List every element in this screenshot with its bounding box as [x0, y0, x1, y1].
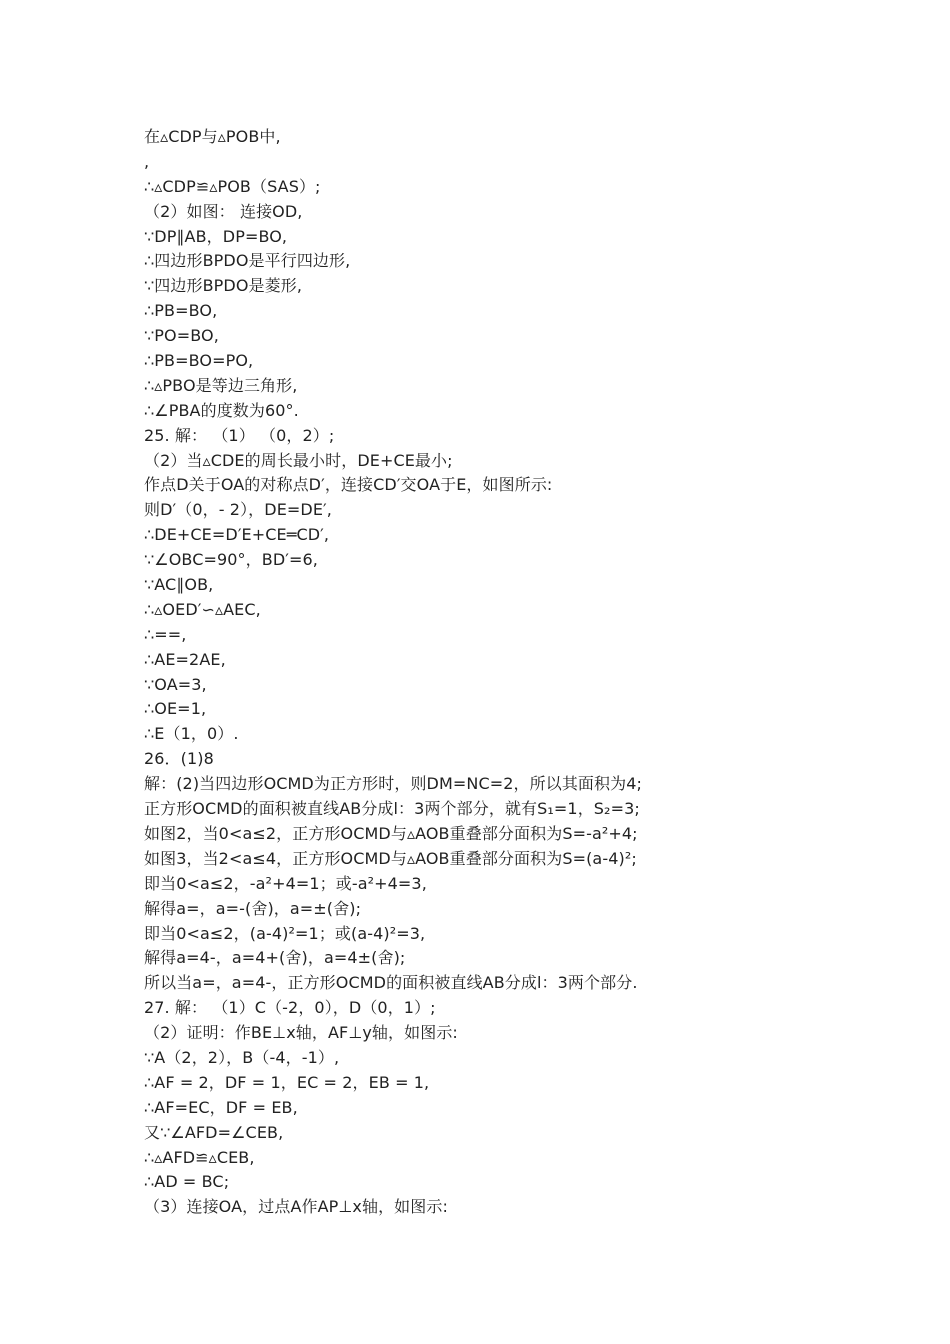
text-line: ∴AF = 2，DF = 1，EC = 2，EB = 1,	[144, 1072, 430, 1092]
text-line: 正方形OCMD的面积被直线AB分成l：3两个部分，就有S₁=1，S₂=3;	[144, 799, 640, 819]
text-line: ∵OA=3,	[144, 674, 207, 694]
text-line: ,	[144, 151, 150, 171]
text-line: ∵四边形BPDO是菱形,	[144, 276, 303, 296]
text-line: （2）如图： 连接OD,	[144, 201, 303, 221]
text-line: 如图3，当2<a≤4，正方形OCMD与▵AOB重叠部分面积为S=(a-4)²;	[144, 848, 637, 868]
text-line: ∴四边形BPDO是平行四边形,	[144, 251, 351, 271]
text-line: （3）连接OA，过点A作AP⊥x轴，如图示:	[144, 1197, 448, 1217]
text-line: 解得a=4-，a=4+(舍)，a=4±(舍);	[144, 948, 406, 968]
text-line: ∴▵PBO是等边三角形,	[144, 375, 298, 395]
text-line: ∵∠OBC=90°，BD′=6,	[144, 550, 318, 570]
text-line: ∴∠PBA的度数为60°.	[144, 400, 299, 420]
text-line: ∴AD = BC;	[144, 1172, 230, 1192]
solution-text	[144, 125, 844, 1220]
text-line: 则D′（0，- 2），DE=DE′,	[144, 500, 332, 520]
text-line: ∴▵CDP≌▵POB（SAS）;	[144, 176, 321, 196]
problem-27-heading: 27. 解： （1）C（-2，0），D（0，1）;	[144, 998, 436, 1018]
problem-26-heading: 26．(1)8	[144, 749, 214, 769]
text-line: 解得a=，a=-(舍)，a=±(舍);	[144, 898, 362, 918]
text-line: 所以当a=，a=4-，正方形OCMD的面积被直线AB分成l：3两个部分.	[144, 973, 638, 993]
text-line: 即当0<a≤2，(a-4)²=1；或(a-4)²=3,	[144, 923, 426, 943]
text-line: 即当0<a≤2，-a²+4=1；或-a²+4=3,	[144, 873, 427, 893]
text-line: ∴AF=EC，DF = EB,	[144, 1097, 298, 1117]
text-line: ∵AC∥OB,	[144, 575, 214, 595]
text-line: ∴AE=2AE,	[144, 649, 226, 669]
text-line: 作点D关于OA的对称点D′，连接CD′交OA于E，如图所示:	[144, 475, 553, 495]
text-line: （2）证明：作BE⊥x轴，AF⊥y轴，如图示:	[144, 1023, 458, 1043]
text-line: ∴PB=BO=PO,	[144, 351, 254, 371]
text-line: 在▵CDP与▵POB中,	[144, 127, 281, 146]
text-line: ∴PB=BO,	[144, 301, 218, 321]
text-line: 解：(2)当四边形OCMD为正方形时，则DM=NC=2，所以其面积为4;	[144, 774, 642, 794]
text-line: （2）当▵CDE的周长最小时，DE+CE最小;	[144, 450, 453, 470]
text-line: ∴▵AFD≌▵CEB,	[144, 1147, 255, 1167]
text-line: ∴OE=1,	[144, 699, 207, 719]
text-line: ∴DE+CE=D′E+CE═CD′,	[144, 525, 330, 545]
text-line: ∴E（1，0）.	[144, 724, 239, 744]
text-line: 又∵∠AFD=∠CEB,	[144, 1122, 284, 1142]
text-line: ∵DP∥AB，DP=BO,	[144, 226, 288, 246]
text-line: 如图2，当0<a≤2，正方形OCMD与▵AOB重叠部分面积为S=-a²+4;	[144, 823, 638, 843]
text-line: ∵A（2，2），B（-4，-1）,	[144, 1047, 340, 1067]
text-line: ∴==,	[144, 624, 187, 644]
text-line: ∵PO=BO,	[144, 326, 219, 346]
text-line: ∴▵OED′∽▵AEC,	[144, 599, 261, 619]
problem-25-heading: 25. 解： （1） （0，2）;	[144, 425, 335, 445]
